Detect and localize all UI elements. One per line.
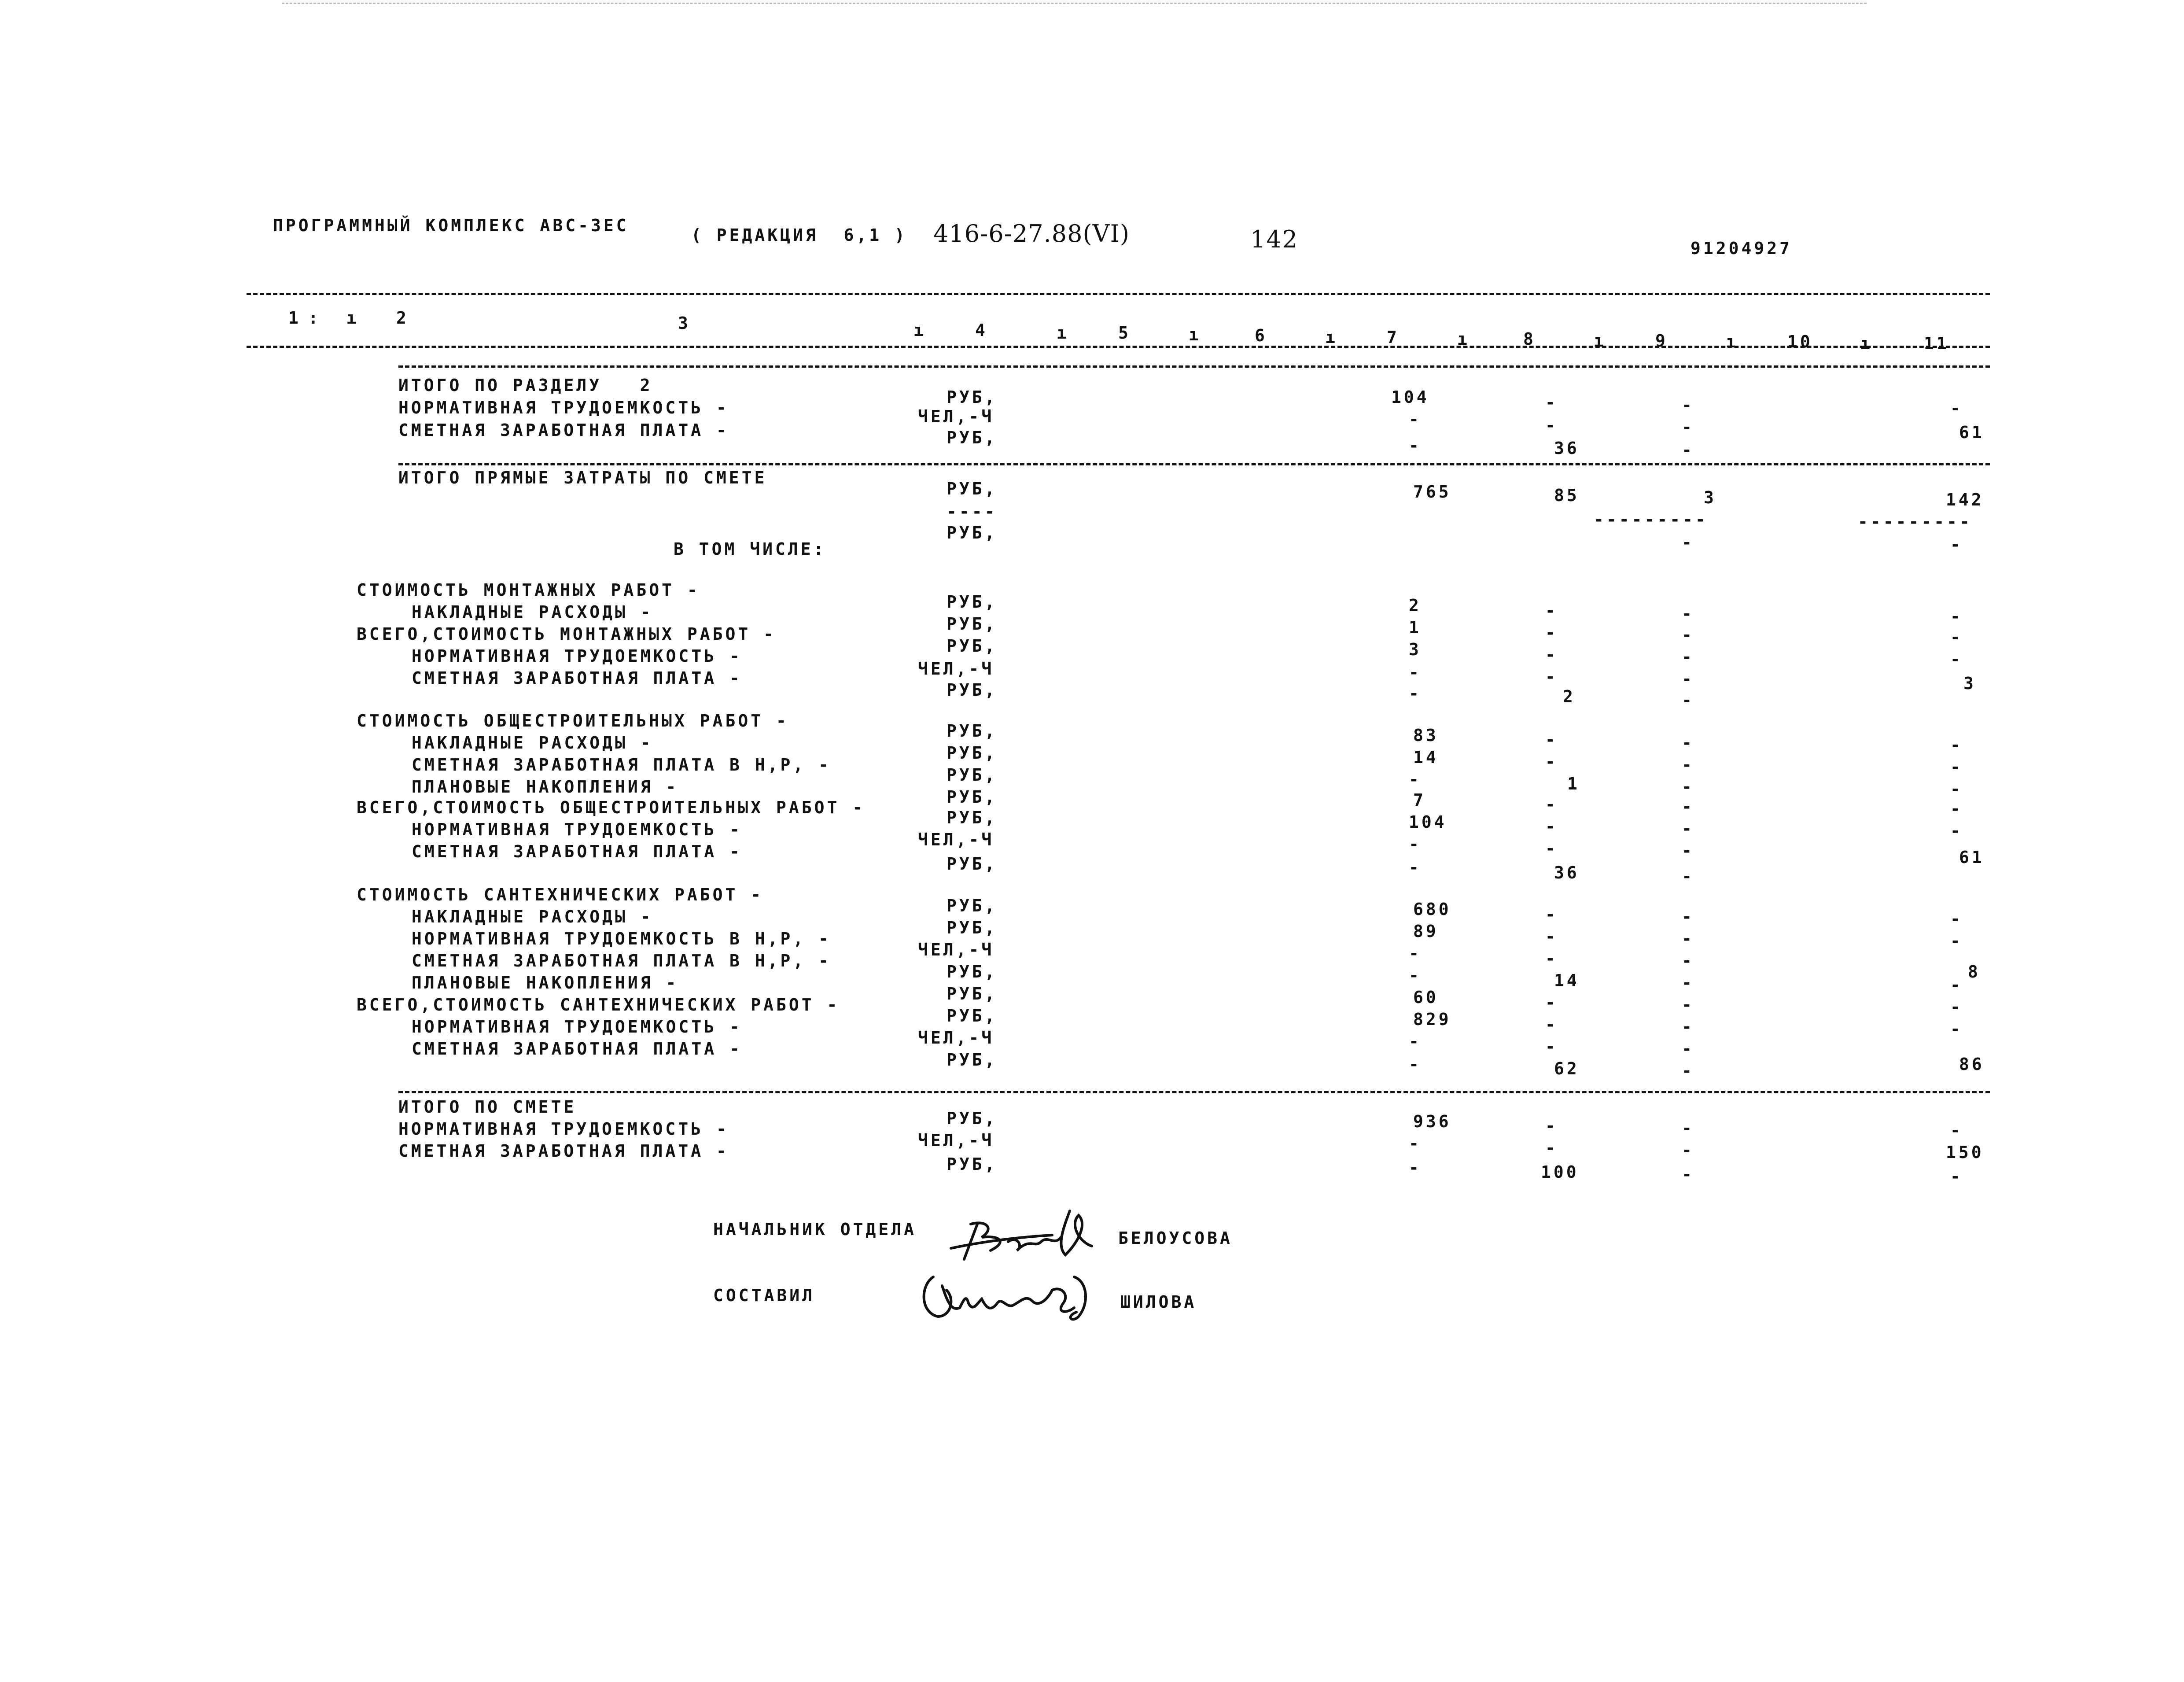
cell-col9: - [1682, 777, 1694, 797]
cell-col9: - [1682, 647, 1694, 667]
cell-col11: - [1950, 799, 1963, 819]
row-label: ИТОГО ПО СМЕТЕ [398, 1097, 577, 1117]
cell-col7: - [1409, 1134, 1422, 1153]
cell-col11: - [1950, 931, 1963, 951]
row-label: СТОИМОСТЬ САНТЕХНИЧЕСКИХ РАБОТ - [357, 885, 764, 904]
column-number: 6 [1255, 326, 1267, 345]
cell-col7: - [1409, 684, 1422, 703]
column-number: 8 [1523, 329, 1536, 349]
cell-col11: 61 [1959, 423, 1985, 442]
cell-col7: - [1409, 409, 1422, 429]
cell-col8: - [1545, 393, 1558, 412]
column-number: 10 [1787, 332, 1813, 351]
cell-col11: - [1950, 779, 1963, 799]
row-unit: РУБ, [947, 592, 998, 612]
cell-col8: - [1545, 623, 1558, 642]
row-unit: РУБ, [947, 896, 998, 915]
row-label: НОРМАТИВНАЯ ТРУДОЕМКОСТЬ В Н,Р, - [412, 929, 831, 948]
cell-col11: - [1950, 398, 1963, 418]
column-number: 4 [975, 321, 988, 340]
column-separator: ı [1726, 332, 1738, 351]
row-label: ВСЕГО,СТОИМОСТЬ САНТЕХНИЧЕСКИХ РАБОТ - [357, 995, 840, 1014]
cell-col8: - [1545, 730, 1558, 749]
cell-col11: 8 [1968, 962, 1981, 981]
column-number: 9 [1655, 331, 1668, 350]
author-signature [916, 1259, 1109, 1330]
cell-col8: - [1545, 839, 1558, 858]
row-unit: РУБ, [947, 743, 998, 763]
cell-col7: 89 [1413, 922, 1439, 941]
cell-col8: 14 [1554, 971, 1580, 990]
row-unit: РУБ, [947, 721, 998, 741]
row-label: СМЕТНАЯ ЗАРАБОТНАЯ ПЛАТА В Н,Р, - [412, 951, 831, 970]
cell-col11: - [1950, 1121, 1963, 1140]
row-label: СМЕТНАЯ ЗАРАБОТНАЯ ПЛАТА В Н,Р, - [412, 755, 831, 775]
cell-col11: 61 [1959, 848, 1985, 867]
column-number: 7 [1387, 328, 1400, 347]
cell-col7: 7 [1413, 790, 1426, 810]
column-separator: : ı [308, 308, 359, 328]
column-separator: ı [1057, 323, 1069, 343]
row-unit: РУБ, [947, 428, 998, 447]
cell-col8: 62 [1554, 1059, 1580, 1078]
row-label: В ТОМ ЧИСЛЕ: [674, 539, 826, 559]
cell-col8: - [1545, 601, 1558, 620]
row-label: СМЕТНАЯ ЗАРАБОТНАЯ ПЛАТА - [412, 842, 742, 861]
cell-col9: - [1682, 1017, 1694, 1036]
row-unit: РУБ, [947, 636, 998, 656]
cell-col11: 86 [1959, 1055, 1985, 1074]
column-number: 2 [396, 308, 409, 328]
cell-col8: - [1545, 645, 1558, 664]
cell-col11: --------- [1858, 512, 1972, 531]
cell-col11: - [1950, 627, 1963, 647]
cell-col9: - [1682, 1118, 1694, 1138]
cell-col8: - [1545, 1116, 1558, 1136]
row-label: ИТОГО ПРЯМЫЕ ЗАТРАТЫ ПО СМЕТЕ [398, 468, 767, 487]
row-label: НОРМАТИВНАЯ ТРУДОЕМКОСТЬ - [412, 1017, 742, 1036]
cell-col9: - [1682, 733, 1694, 752]
cell-col7: - [1409, 858, 1422, 877]
cell-col7: - [1409, 1158, 1422, 1177]
cell-col7: - [1409, 663, 1422, 682]
edition-label: ( РЕДАКЦИЯ 6,1 ) [691, 225, 907, 245]
row-unit: РУБ, [947, 680, 998, 700]
row-label: СМЕТНАЯ ЗАРАБОТНАЯ ПЛАТА - [412, 1039, 742, 1059]
cell-col7: - [1409, 1055, 1422, 1074]
cell-col7: - [1409, 966, 1422, 985]
column-separator: ı [1594, 331, 1606, 350]
cell-col9: - [1682, 907, 1694, 926]
cell-col9: - [1682, 755, 1694, 775]
cell-col8: 2 [1563, 687, 1576, 706]
document-number: 91204927 [1690, 239, 1793, 258]
row-unit: РУБ, [947, 1109, 998, 1128]
row-label: СМЕТНАЯ ЗАРАБОТНАЯ ПЛАТА - [412, 668, 742, 688]
cell-col9: - [1682, 1165, 1694, 1184]
cell-col8: - [1545, 1138, 1558, 1158]
row-unit: ЧЕЛ,-Ч [918, 407, 994, 426]
cell-col8: - [1545, 927, 1558, 946]
row-label: НОРМАТИВНАЯ ТРУДОЕМКОСТЬ - [398, 1119, 729, 1139]
section-rule [398, 1091, 1990, 1093]
cell-col9: - [1682, 1140, 1694, 1160]
cell-col9: - [1682, 995, 1694, 1014]
row-label: ПЛАНОВЫЕ НАКОПЛЕНИЯ - [412, 973, 679, 992]
row-unit: ЧЕЛ,-Ч [918, 659, 994, 679]
cell-col9: - [1682, 395, 1694, 415]
row-unit: РУБ, [947, 918, 998, 937]
cell-col7: 83 [1413, 726, 1439, 745]
cell-col7: 104 [1409, 812, 1447, 832]
cell-col11: - [1950, 607, 1963, 626]
row-unit: ЧЕЛ,-Ч [918, 940, 994, 959]
cell-col7: - [1409, 770, 1422, 789]
column-separator: ı [1325, 328, 1338, 347]
row-label: СТОИМОСТЬ ОБЩЕСТРОИТЕЛЬНЫХ РАБОТ - [357, 711, 789, 730]
column-separator: ı [1189, 325, 1201, 344]
row-label: ИТОГО ПО РАЗДЕЛУ 2 [398, 376, 653, 395]
cell-col7: - [1409, 436, 1422, 455]
author-name: ШИЛОВА [1120, 1292, 1197, 1312]
cell-col9: - [1682, 604, 1694, 623]
cell-col8: 100 [1541, 1162, 1579, 1182]
row-label: НОРМАТИВНАЯ ТРУДОЕМКОСТЬ - [412, 646, 742, 666]
cell-col11: - [1950, 535, 1963, 554]
column-number: 1 [288, 308, 301, 328]
cell-col7: 3 [1409, 640, 1422, 659]
cell-col7: 2 [1409, 596, 1422, 615]
cell-col9: - [1682, 533, 1694, 552]
row-unit: РУБ, [947, 1006, 998, 1025]
column-number: 11 [1924, 334, 1949, 353]
cell-col9: - [1682, 690, 1694, 710]
row-unit: РУБ, [947, 1050, 998, 1070]
cell-col11: 150 [1946, 1143, 1984, 1162]
cell-col8: - [1545, 416, 1558, 435]
row-unit: РУБ, [947, 787, 998, 807]
row-unit: РУБ, [947, 854, 998, 874]
cell-col8: - [1545, 752, 1558, 771]
section-rule [398, 463, 1990, 465]
cell-col7: 936 [1413, 1112, 1451, 1131]
row-label: СТОИМОСТЬ МОНТАЖНЫХ РАБОТ - [357, 580, 700, 600]
cell-col8: 1 [1567, 774, 1580, 793]
cell-col9: - [1682, 440, 1694, 460]
cell-col11: - [1950, 975, 1963, 995]
column-separator: ı [1860, 334, 1873, 353]
cell-col7: - [1409, 1032, 1422, 1051]
cell-col8: - [1545, 817, 1558, 836]
column-separator: ı [913, 321, 926, 340]
row-unit: РУБ, [947, 765, 998, 785]
row-unit: РУБ, [947, 962, 998, 981]
row-unit: РУБ, [947, 387, 998, 407]
cell-col9: - [1682, 1039, 1694, 1059]
row-label: НАКЛАДНЫЕ РАСХОДЫ - [412, 733, 653, 752]
section-rule [398, 365, 1990, 368]
cell-col9: - [1682, 417, 1694, 437]
scan-edge-line [282, 3, 1867, 4]
cell-col9: - [1682, 973, 1694, 992]
cell-col9: - [1682, 625, 1694, 645]
cell-col9: - [1682, 841, 1694, 860]
head-title: НАЧАЛЬНИК ОТДЕЛА [713, 1220, 917, 1239]
cell-col9: - [1682, 951, 1694, 970]
row-unit: РУБ, [947, 614, 998, 634]
cell-col7: 60 [1413, 988, 1439, 1007]
cell-col9: - [1682, 929, 1694, 948]
cell-col8: - [1545, 667, 1558, 686]
cell-col8: - [1545, 993, 1558, 1012]
cell-col11: - [1950, 757, 1963, 777]
row-unit: РУБ, [947, 984, 998, 1003]
cell-col11: - [1950, 649, 1963, 669]
cell-col9: - [1682, 867, 1694, 886]
row-unit: РУБ, [947, 479, 998, 498]
cell-col9: - [1682, 1061, 1694, 1081]
cell-col11: 3 [1963, 674, 1976, 693]
column-number: 5 [1118, 323, 1131, 343]
row-unit: ---- [947, 502, 998, 521]
row-unit: РУБ, [947, 1155, 998, 1174]
column-separator: ı [1457, 329, 1470, 349]
head-name: БЕЛОУСОВА [1118, 1228, 1233, 1248]
row-label: НАКЛАДНЫЕ РАСХОДЫ - [412, 602, 653, 622]
cell-col7: - [1409, 944, 1422, 963]
cell-col11: - [1950, 735, 1963, 755]
cell-col8: 36 [1554, 863, 1580, 882]
row-unit: ЧЕЛ,-Ч [918, 830, 994, 849]
row-unit: РУБ, [947, 808, 998, 827]
header-rule-top [247, 293, 1990, 295]
cell-col11: - [1950, 1019, 1963, 1039]
author-title: СОСТАВИЛ [713, 1286, 815, 1305]
cell-col7: 829 [1413, 1010, 1451, 1029]
cell-col11: - [1950, 997, 1963, 1017]
cell-col7: - [1409, 834, 1422, 854]
cell-col8: - [1545, 1037, 1558, 1056]
cell-col8: --------- [1594, 510, 1708, 529]
project-code: 416-6-27.88(VI) [933, 220, 1130, 247]
cell-col7: 680 [1413, 900, 1451, 919]
cell-col8: 85 [1554, 486, 1580, 505]
row-unit: ЧЕЛ,-Ч [918, 1028, 994, 1048]
cell-col11: 142 [1946, 490, 1984, 509]
row-unit: ЧЕЛ,-Ч [918, 1131, 994, 1150]
cell-col9: - [1682, 669, 1694, 689]
cell-col9: - [1682, 797, 1694, 816]
cell-col7: 14 [1413, 748, 1439, 767]
row-label: ВСЕГО,СТОИМОСТЬ МОНТАЖНЫХ РАБОТ - [357, 624, 776, 644]
row-label: СМЕТНАЯ ЗАРАБОТНАЯ ПЛАТА - [398, 420, 729, 440]
cell-col7: 765 [1413, 482, 1451, 502]
cell-col11: - [1950, 821, 1963, 841]
row-label: НОРМАТИВНАЯ ТРУДОЕМКОСТЬ - [412, 820, 742, 839]
cell-col9: 3 [1704, 488, 1716, 507]
cell-col8: - [1545, 949, 1558, 968]
row-label: НОРМАТИВНАЯ ТРУДОЕМКОСТЬ - [398, 398, 729, 417]
cell-col8: 36 [1554, 439, 1580, 458]
cell-col9: - [1682, 819, 1694, 838]
cell-col7: 1 [1409, 618, 1422, 637]
row-label: СМЕТНАЯ ЗАРАБОТНАЯ ПЛАТА - [398, 1141, 729, 1161]
cell-col11: - [1950, 1167, 1963, 1186]
row-label: ВСЕГО,СТОИМОСТЬ ОБЩЕСТРОИТЕЛЬНЫХ РАБОТ - [357, 798, 865, 817]
row-label: НАКЛАДНЫЕ РАСХОДЫ - [412, 907, 653, 926]
row-label: ПЛАНОВЫЕ НАКОПЛЕНИЯ - [412, 777, 679, 797]
cell-col8: - [1545, 905, 1558, 924]
program-title: ПРОГРАММНЫЙ КОМПЛЕКС АВС-ЗЕС [273, 216, 629, 235]
page-number: 142 [1250, 225, 1299, 253]
column-number: 3 [678, 314, 691, 333]
cell-col11: - [1950, 909, 1963, 929]
cell-col8: - [1545, 795, 1558, 814]
cell-col8: - [1545, 1015, 1558, 1034]
row-unit: РУБ, [947, 523, 998, 542]
cell-col7: 104 [1391, 387, 1429, 407]
